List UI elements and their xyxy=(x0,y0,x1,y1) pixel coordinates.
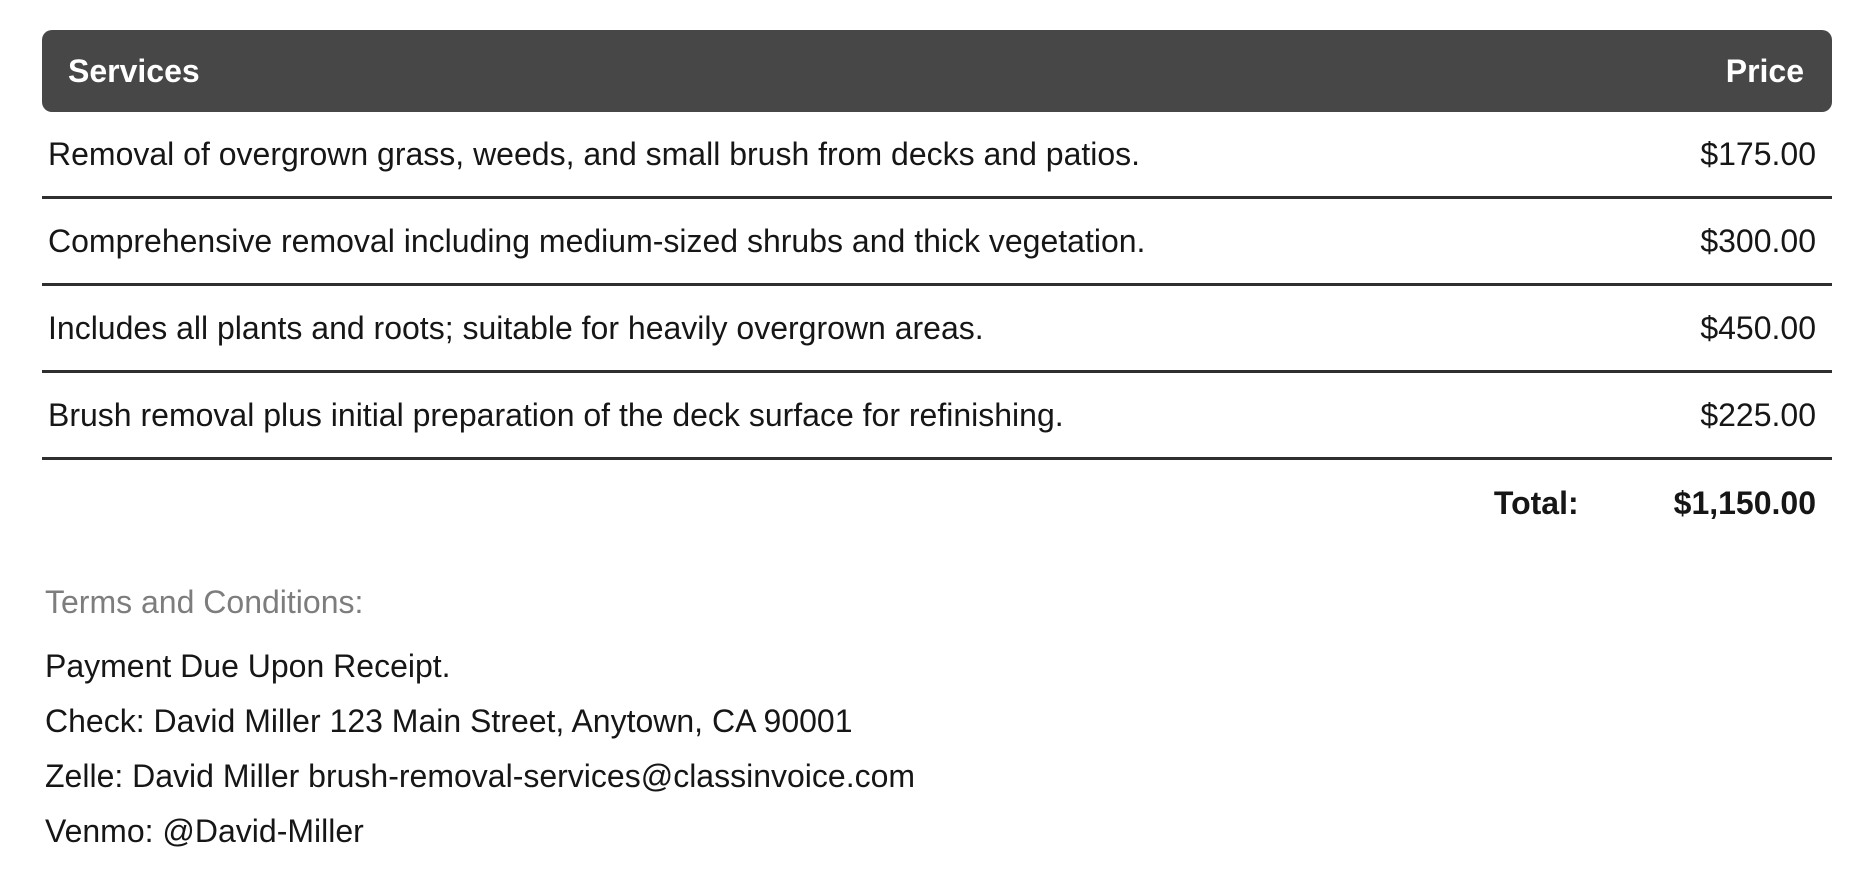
service-price: $450.00 xyxy=(1700,309,1816,346)
service-description: Includes all plants and roots; suitable for heavily overgrown areas. xyxy=(48,309,984,346)
total-value: $1,150.00 xyxy=(1673,484,1816,521)
service-description: Comprehensive removal including medium-sized shrubs and thick vegetation. xyxy=(48,222,1146,259)
service-price: $225.00 xyxy=(1700,396,1816,433)
table-header xyxy=(42,30,1832,112)
table-row xyxy=(42,199,1832,286)
col-header-price: Price xyxy=(1725,52,1804,89)
table-row xyxy=(42,112,1832,199)
total-label: Total: xyxy=(1493,484,1579,521)
table-row xyxy=(42,373,1832,460)
terms-heading: Terms and Conditions: xyxy=(45,584,364,620)
services-table xyxy=(42,30,1832,546)
service-price: $300.00 xyxy=(1700,222,1816,259)
service-description: Removal of overgrown grass, weeds, and small brush from decks and patios. xyxy=(48,135,1141,172)
service-description: Brush removal plus initial preparation of the deck surface for refinishing. xyxy=(48,396,1064,433)
terms-section xyxy=(42,584,1832,859)
terms-line-check: Check: David Miller 123 Main Street, Anytown, CA 90001 xyxy=(45,703,853,739)
terms-line-venmo: Venmo: @David-Miller xyxy=(45,813,364,849)
table-row xyxy=(42,286,1832,373)
col-header-services: Services xyxy=(68,52,200,89)
terms-line-payment: Payment Due Upon Receipt. xyxy=(45,648,451,684)
total-row xyxy=(42,460,1832,546)
service-price: $175.00 xyxy=(1700,135,1816,172)
terms-line-zelle: Zelle: David Miller brush-removal-services@classinvoice.com xyxy=(45,758,916,794)
